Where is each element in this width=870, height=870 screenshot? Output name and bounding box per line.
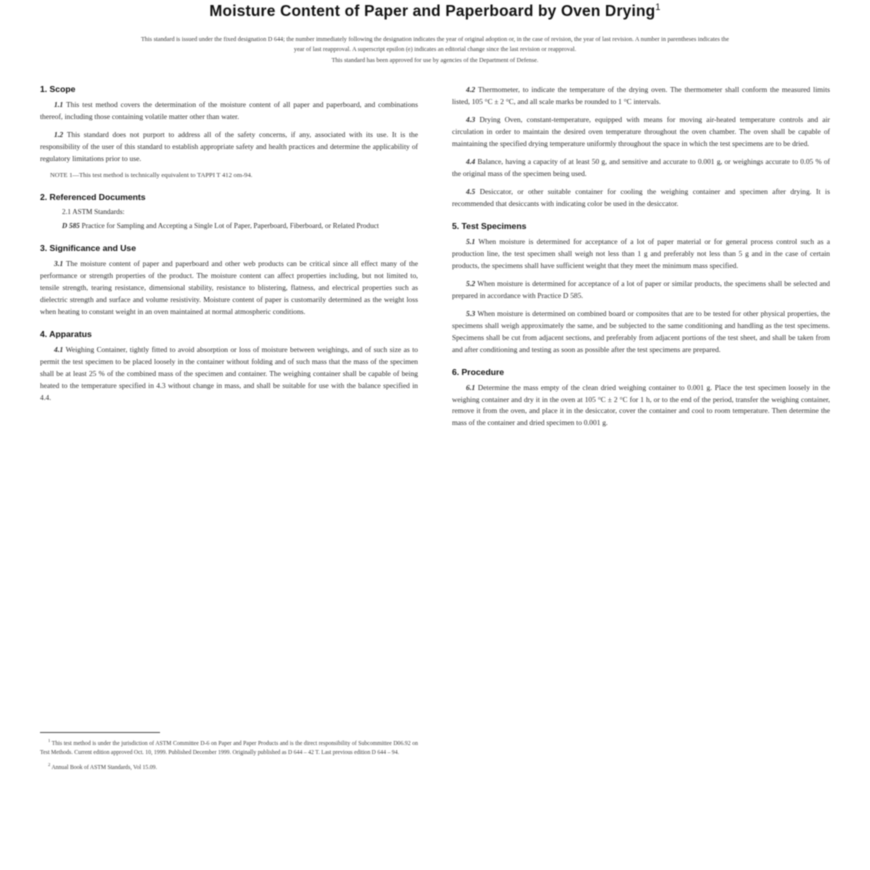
paragraph-text: This test method covers the determination of the moisture content of all paper and paperboard, and combinations thereof, including those containing volatile matter other than water. [40,99,418,121]
reference-title: Practice for Sampling and Accepting a Single Lot of Paper, Paperboard, Fiberboard, or Related Product [81,221,379,230]
paragraph [452,278,830,302]
paragraph-number: 4.4 [466,156,476,166]
list-item: 2.1 ASTM Standards: [62,208,125,217]
paragraph-text: Thermometer, to indicate the temperature of the drying oven. The thermometer shall conform the measured limits listed, 105 °C ± 2 °C, and all scale marks be rounded to 1 °C intervals. [452,84,831,106]
paragraph-number: 5.3 [466,308,476,318]
section-heading-referenced-documents: 2. Referenced Documents [40,192,146,203]
section-heading-procedure: 6. Procedure [452,366,505,377]
paragraph-number: 4.3 [466,114,476,124]
paragraph [452,308,830,356]
paragraph-number: 5.1 [466,236,476,246]
paragraph-text: Balance, having a capacity of at least 50 g, and sensitive and accurate to 0.001 g, or weighings accurate to 0.05 % of the original mass of the specimen being used. [452,156,830,178]
page-title-text: Moisture Content of Paper and Paperboard by Oven Drying [209,3,656,21]
paragraph [40,344,418,404]
paragraph-number: 1.2 [54,129,64,139]
paragraph [40,258,418,318]
right-column [452,84,830,784]
paragraph-text: The moisture content of paper and paperboard and other web products can be critical since all effect many of the performance or strength properties of the product. The moisture content can affect properties including, but not limited to, tensile strength, tearing resistance, dimensional stability, resistance to blistering, flatness, and electrical properties such as dielectric strength and surface and volume resistivity. Moisture content of paper is customarily determined as the weight loss when heating to constant weight in an oven maintained at normal atmospheric conditions. [40,259,419,317]
footnote-divider [40,732,160,733]
paragraph-text: When moisture is determined on combined board or composites that are to be tested for other physical properties, the specimens shall weigh approximately the same, and be subjected to the same conditioning and handling as the test specimens. Specimens shall be cut from adjacent sections, and preferably from adjacent portions of the test sheet, and shall be taken from and after conditioning and testing as soon as possible after the test specimens are prepared. [452,308,830,354]
note-text: NOTE 1—This test method is technically equivalent to TAPPI T 412 om-94. [50,171,253,179]
paragraph-number: 1.1 [54,99,64,109]
paragraph [40,129,418,165]
paragraph-text: When moisture is determined for acceptance of a lot of paper or similar products, the specimens shall be selected and prepared in accordance with Practice D 585. [452,278,830,300]
paragraph-number: 4.5 [466,186,476,196]
paragraph-number: 3.1 [54,259,64,269]
paragraph-text: Desiccator, or other suitable container for cooling the weighing container and specimen after drying. It is recommended that desiccants with indicating color be used in the desiccator. [452,186,830,208]
paragraph-number: 4.1 [54,345,64,355]
standard-note-line-1: This standard is issued under the fixed designation D 644; the number immediately following the designation indicates the year of original adoption or, in the case of revision, the year of last revision. A number in parentheses indicates the year of last reapproval. A superscript epsilon (e) indicates an editorial change since the last revision or reapproval. [141,35,729,53]
paragraph-number: 6.1 [466,382,476,392]
page-title [40,0,830,21]
list-item [62,221,418,233]
section-heading-scope: 1. Scope [40,83,76,94]
paragraph [452,236,830,272]
paragraph-text: Weighing Container, tightly fitted to avoid absorption or loss of moisture between weighings, and of such size as to permit the test specimen to be placed loosely in the container without folding and of such mass that the mass of the specimen shall be at least 25 % of the combined mass of the specimen and container. The weighing container shall be capable of being heated to the temperature specified in 4.3 without change in mass, and shall be suitable for use with the balance specified in 4.4. [40,345,418,403]
footnotes [40,732,418,778]
section-heading-significance-and-use: 3. Significance and Use [40,243,136,254]
paragraph-text: Drying Oven, constant-temperature, equipped with means for moving air-heated temperature controls and air circulation in order to maintain the desired oven temperature throughout the oven chamber. The oven shall be capable of maintaining the specified drying temperature uniformly throughout the space in which the test specimens are to be dried. [452,114,830,148]
paragraph [452,382,830,430]
paragraph [40,99,418,123]
footnote-1: $^1$ This test method is under the jurisdiction of ASTM Committee D-6 on Paper and Paper Products and is the direct responsibility of Subcommittee D06.92 on Test Methods. Current edition approved Oct. 10, 1999. Published December 1999. Originally published as D 644 – 42 T. Last previous edition D 644 – 94. [40,737,418,756]
two-column-body [40,84,830,784]
section-heading-test-specimens: 5. Test Specimens [452,220,527,231]
page-title-footnote-marker: 1 [655,2,661,12]
paragraph [452,114,830,150]
footnote-2: $^2$ Annual Book of ASTM Standards, Vol 15.09. [48,762,158,772]
reference-list [40,207,418,232]
left-column [40,84,418,784]
paragraph-text: Determine the mass empty of the clean dried weighing container to 0.001 g. Place the test specimen loosely in the weighing container and dry it in the oven at 105 °C ± 2 °C for 1 h, or to the end of the period, transfer the weighing container, remove it from the oven, and place it in the desiccator, cover the container and cool to room temperature. Then determine the mass of the container and dried specimen to 0.001 g. [452,382,830,428]
reference-number: D 585 [62,221,80,230]
section-heading-apparatus: 4. Apparatus [40,329,92,340]
paragraph-text: This standard does not purport to address all of the safety concerns, if any, associated with its use. It is the responsibility of the user of this standard to establish appropriate safety and health practices and determine the applicability of regulatory limitations prior to use. [40,129,418,163]
standard-note-line-2: This standard has been approved for use by agencies of the Department of Defense. [331,57,539,65]
paragraph-number: 4.2 [466,84,476,94]
standard-designation-note [135,35,735,66]
paragraph-number: 5.2 [466,278,476,288]
paragraph [452,84,830,108]
paragraph [452,156,830,180]
paragraph [452,186,830,210]
paragraph-text: When moisture is determined for acceptance of a lot of paper material or for general process control such as a production line, the test specimen shall weigh not less than 1 g and preferably not less than 5 g and in the case of certain products, the specimens shall have sufficient weight that they meet the minimum mass specified. [452,236,831,270]
